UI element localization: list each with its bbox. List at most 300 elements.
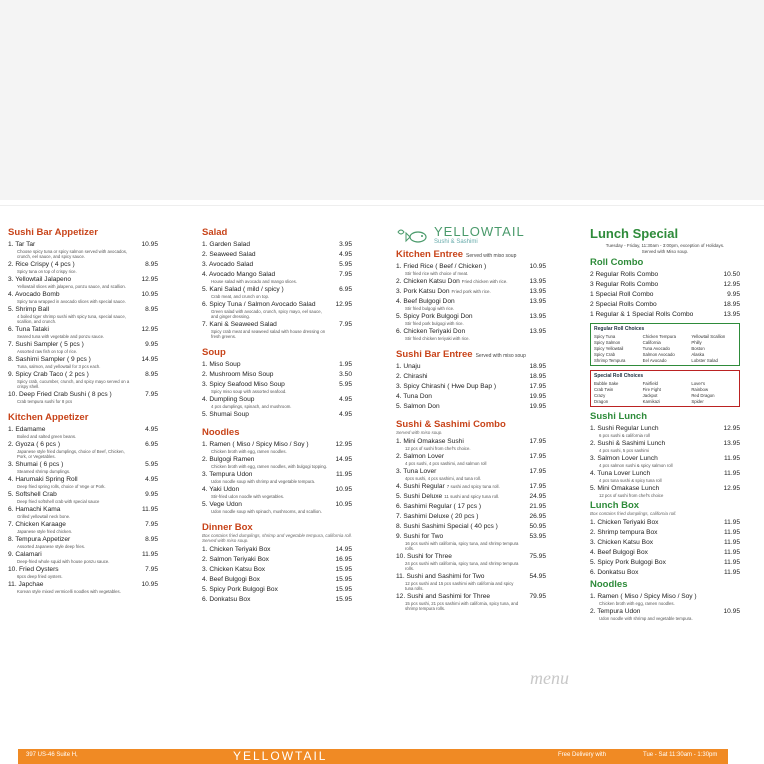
menu-item-description: Stir fried pork bulgogi with rice. (405, 321, 464, 326)
menu-item (396, 373, 546, 381)
menu-item-price: 6.95 (339, 286, 352, 293)
section-title: Kitchen Appetizer (8, 412, 89, 423)
menu-item-name (8, 241, 35, 249)
menu-item-name: 2. Sushi & Sashimi Lunch (590, 440, 666, 447)
menu-item-row (8, 261, 158, 269)
menu-item-name (396, 503, 481, 511)
menu-item-row (590, 569, 740, 577)
menu-item (8, 566, 158, 579)
menu-item-name: 5. Spicy Pork Bulgogi Box (590, 559, 666, 566)
menu-item (396, 503, 546, 511)
section-subtitle: Served with miso soup (475, 353, 526, 359)
menu-item-price: 6.95 (145, 441, 158, 448)
section-subtitle: Served with miso soup (466, 253, 517, 259)
menu-item-name-text: 2. Chirashi (396, 373, 428, 380)
menu-item-name (396, 383, 496, 391)
menu-item-name: 1 Regular & 1 Special Rolls Combo (590, 311, 694, 318)
menu-item-row (590, 529, 740, 537)
menu-item-price: 13.95 (723, 311, 740, 318)
menu-item-row (202, 396, 352, 404)
menu-item (396, 363, 546, 371)
menu-item-description: Deep fried softshell crab with special sauce (17, 499, 100, 504)
menu-item-row (590, 311, 740, 319)
menu-item-row (590, 301, 740, 309)
menu-item-name (202, 501, 242, 509)
menu-item-name (396, 453, 444, 461)
menu-item-description: 4 boiled tiger shrimp sushi with spicy tuna, special sauce, scallion, and crunch. (17, 314, 126, 324)
roll-choice: California (642, 340, 661, 345)
roll-choice: Fire Fight (642, 387, 661, 392)
menu-item (8, 291, 158, 304)
menu-item (590, 549, 740, 557)
menu-item-name (396, 393, 432, 401)
menu-item-price: 7.95 (339, 271, 352, 278)
menu-item-price: 12.95 (723, 281, 740, 288)
menu-item (590, 281, 740, 289)
menu-item-row (202, 381, 352, 389)
menu-item-row (590, 593, 740, 601)
menu-item-price: 75.95 (529, 553, 546, 560)
menu-item-price: 11.95 (723, 539, 740, 546)
roll-choice: Jackpot (642, 393, 658, 398)
menu-item-name (202, 301, 316, 309)
section-title: Sushi Bar Appetizer (8, 227, 98, 238)
menu-item-name-text: 5. Kani Salad ( mild / spicy ) (202, 286, 284, 293)
menu-item-description: Grilled yellowtail neck bone. (17, 514, 71, 519)
menu-item-name-text: 1. Edamame (8, 426, 46, 433)
menu-item-name-text: 2. Rice Crispy ( 4 pcs ) (8, 261, 75, 268)
menu-item-name (396, 533, 443, 541)
menu-item (202, 486, 352, 499)
menu-item-price: 4.95 (339, 251, 352, 258)
menu-item-row (8, 241, 158, 249)
menu-item (8, 551, 158, 564)
menu-item-description: 15 pcs sushi, 21 pcs sashimi with california, spicy tuna, and shrimp tempura rolls. (405, 601, 519, 611)
menu-item (590, 470, 740, 483)
menu-item-price: 4.95 (339, 411, 352, 418)
menu-item (202, 261, 352, 269)
menu-item (590, 425, 740, 438)
menu-item-name: 4. Beef Bulgogi Box (590, 549, 648, 556)
menu-item-name (396, 373, 428, 381)
menu-item-price: 10.95 (141, 291, 158, 298)
menu-item (396, 553, 546, 571)
menu-item-name (8, 476, 78, 484)
menu-item (202, 286, 352, 299)
menu-item-price: 11.95 (723, 470, 740, 477)
menu-column-1 (8, 226, 158, 601)
menu-item-description: 6 pcs sushi & california roll (599, 433, 650, 438)
menu-item (202, 586, 352, 594)
menu-item-name-text: 6. Hamachi Kama (8, 506, 61, 513)
section-note: Served with miso soup. (396, 430, 443, 435)
menu-item-inline-desc: 7 sushi and spicy tuna roll. (446, 484, 500, 489)
menu-item-name-text: 1. Mini Omakase Sushi (396, 438, 464, 445)
menu-item-price: 8.95 (145, 306, 158, 313)
menu-item-row (202, 596, 352, 604)
menu-item-price: 12.95 (335, 441, 352, 448)
menu-item-description: Stir fried bulgogi with rice. (405, 306, 455, 311)
menu-item-name (202, 371, 273, 379)
menu-item-inline-desc: 11 sushi and spicy tuna roll. (444, 494, 500, 499)
section-title: Sushi & Sashimi Combo (396, 419, 506, 430)
menu-item (8, 371, 158, 389)
viewer-background (0, 0, 764, 200)
menu-item-price: 5.95 (145, 461, 158, 468)
menu-item-row (8, 461, 158, 469)
menu-item-row (202, 556, 352, 564)
menu-item (8, 506, 158, 519)
menu-item-description: Boiled and salted green beans. (17, 434, 77, 439)
section-title (396, 249, 546, 260)
menu-item-row (396, 468, 546, 476)
menu-item-name: 2. Shrimp tempura Box (590, 529, 658, 536)
menu-item-description: Udon noodle soup with spinach, mushrooms, and scallion. (211, 509, 322, 514)
menu-item-row (396, 373, 546, 381)
menu-item-price: 15.95 (335, 596, 352, 603)
menu-item-description: Stir-fried udon noodle with vegetables. (211, 494, 285, 499)
menu-item (590, 271, 740, 279)
menu-item-row (8, 551, 158, 559)
menu-item (202, 241, 352, 249)
menu-item-name-text: 3. Pork Katsu Don (396, 288, 450, 295)
regular-roll-choices (590, 323, 740, 366)
menu-item (396, 573, 546, 591)
menu-item-description: Chicken broth with egg, ramen noodles. (599, 601, 675, 606)
menu-item-name-text: 4. Yaki Udon (202, 486, 240, 493)
menu-item (202, 501, 352, 514)
menu-item-name (202, 411, 249, 419)
menu-item (8, 536, 158, 549)
menu-item-name (8, 441, 60, 449)
menu-item-description: House salad with avocado and mango slices. (211, 279, 297, 284)
menu-item-row (202, 261, 352, 269)
menu-item-row (590, 291, 740, 299)
menu-item-row (202, 471, 352, 479)
menu-item (396, 313, 546, 326)
choices-title: Special Roll Choices (594, 373, 644, 379)
menu-item-description: 24 pcs sushi with california, spicy tuna, and shrimp tempura rolls. (405, 561, 519, 571)
menu-item-name (8, 581, 43, 589)
menu-item-name (8, 566, 59, 574)
section-title-text: Sushi Bar Entree (396, 349, 473, 360)
lunch-special-title: Lunch Special (590, 226, 679, 241)
menu-item (202, 411, 352, 419)
menu-item-row (202, 321, 352, 329)
menu-item-name (202, 471, 252, 479)
menu-item-price: 3.95 (339, 241, 352, 248)
menu-item-price: 14.95 (141, 356, 158, 363)
menu-item-name (396, 468, 436, 476)
section-title: Lunch Box (590, 500, 640, 511)
menu-item-name (8, 326, 49, 334)
menu-item (202, 456, 352, 469)
menu-item-name-text: 2. Seaweed Salad (202, 251, 256, 258)
menu-item (8, 521, 158, 534)
menu-item-name-text: 3. Tempura Udon (202, 471, 253, 478)
menu-item-row (8, 441, 158, 449)
menu-item-name (202, 396, 254, 404)
menu-item-description: Spicy crab meat and seaweed salad with house dressing on fresh greens. (211, 329, 326, 339)
menu-item-description: 4 pcs tuna sushi & spicy tuna roll (599, 478, 662, 483)
menu-item-price: 10.95 (335, 501, 352, 508)
menu-item-name-text: 5. Salmon Don (396, 403, 440, 410)
menu-item-row (396, 553, 546, 561)
menu-item (202, 301, 352, 319)
menu-item-name: 1. Sushi Regular Lunch (590, 425, 659, 432)
menu-item-price: 10.50 (723, 271, 740, 278)
menu-item-name-text: 2. Salmon Teriyaki Box (202, 556, 269, 563)
menu-item-price: 8.95 (145, 371, 158, 378)
menu-item (202, 471, 352, 484)
menu-item-name (202, 456, 254, 464)
menu-item (396, 483, 546, 491)
menu-item-row (396, 328, 546, 336)
menu-item-description: Tuna, salmon, and yellowtail for 3 pcs each. (17, 364, 101, 369)
menu-item-name-text: 8. Sushi Sashimi Special ( 40 pcs ) (396, 523, 498, 530)
menu-item-row (8, 371, 158, 379)
menu-item (590, 485, 740, 498)
roll-choice: Crazy (594, 393, 606, 398)
choices-grid (594, 381, 736, 404)
menu-item-row (590, 271, 740, 279)
roll-choice: Eel Avocado (642, 358, 667, 363)
menu-item-row (396, 573, 546, 581)
menu-item-price: 13.95 (529, 288, 546, 295)
section-title: Dinner Box (202, 522, 253, 533)
menu-item-name (202, 486, 239, 494)
menu-item-name: 1. Chicken Teriyaki Box (590, 519, 659, 526)
menu-item-name: 2 Special Rolls Combo (590, 301, 657, 308)
menu-item-price: 7.95 (339, 321, 352, 328)
menu-item-price: 18.95 (529, 373, 546, 380)
roll-choice: Alaska (691, 352, 705, 357)
menu-item (8, 426, 158, 439)
menu-item-name-text: 2. Chicken Katsu Don (396, 278, 460, 285)
menu-item (396, 438, 546, 451)
menu-item-name (8, 341, 84, 349)
menu-item (202, 566, 352, 574)
menu-item-name (202, 381, 285, 389)
menu-item-name-text: 1. Garden Salad (202, 241, 251, 248)
menu-item-row (396, 503, 546, 511)
menu-item-row (8, 491, 158, 499)
menu-item-row (590, 455, 740, 463)
roll-choice: Tuna Avocado (642, 346, 670, 351)
menu-item-row (8, 581, 158, 589)
menu-item-name-text: 3. Yellowtail Jalapeno (8, 276, 72, 283)
menu-item-price: 13.95 (529, 278, 546, 285)
menu-item (590, 519, 740, 527)
menu-item-name (202, 286, 284, 294)
menu-item (590, 608, 740, 621)
menu-item-description: Yellowtail slices with jalapeno, ponzu sauce, and scallion. (17, 284, 126, 289)
menu-item-description: 12 pcs of sushi from chef's choice (599, 493, 664, 498)
menu-item-name-text: 9. Sushi for Two (396, 533, 444, 540)
menu-item-description: Korean style mixed vermicelli noodles with vegetables. (17, 589, 121, 594)
menu-item-row (396, 513, 546, 521)
menu-item-name-text: 10. Fried Oysters (8, 566, 59, 573)
menu-item (396, 263, 546, 276)
roll-choice: Philly (691, 340, 702, 345)
menu-item-name: 3. Chicken Katsu Box (590, 539, 654, 546)
footer-brand: YELLOWTAIL (233, 749, 328, 763)
menu-item (396, 393, 546, 401)
menu-item-description: Stir fried chicken teriyaki with rice. (405, 336, 470, 341)
menu-item (8, 391, 158, 404)
menu-item-name (396, 523, 498, 531)
menu-item-name (396, 438, 464, 446)
menu-item-row (202, 361, 352, 369)
menu-item (202, 251, 352, 259)
menu-item-description: Deep fried spring rolls, choice of Vege or Pork. (17, 484, 106, 489)
menu-item-name (202, 321, 277, 329)
menu-item-price: 9.95 (727, 291, 740, 298)
menu-item-name-text: 3. Avocado Salad (202, 261, 254, 268)
menu-item-price: 16.95 (335, 556, 352, 563)
menu-item-description: Assorted Japanese style deep fries. (17, 544, 86, 549)
menu-item-name (8, 261, 75, 269)
fish-logo-icon (396, 226, 430, 244)
menu-item-row (202, 456, 352, 464)
menu-item-row (396, 288, 546, 296)
menu-item-name: 3. Salmon Lover Lunch (590, 455, 658, 462)
menu-item-description: Japanese style fried dumplings, choice of Beef, Chicken, Pork, or Vegetables. (17, 449, 125, 459)
menu-item-name (396, 263, 486, 271)
menu-item-name-text: 3. Shumai ( 6 pcs ) (8, 461, 64, 468)
section-title: Soup (202, 347, 226, 358)
roll-choice: Chicken Tempura (642, 334, 677, 339)
menu-item-name: 1. Ramen ( Miso / Spicy Miso / Soy ) (590, 593, 697, 600)
roll-choice: Spicy Yellowtail (594, 346, 624, 351)
menu-column-2 (202, 226, 352, 611)
menu-item-price: 12.95 (335, 301, 352, 308)
menu-item-name-text: 2. Bulgogi Ramen (202, 456, 255, 463)
menu-item-row (8, 391, 158, 399)
menu-item (396, 278, 546, 286)
menu-item-name (396, 483, 500, 491)
roll-choice: Kamikazi (642, 399, 661, 404)
menu-item-row (202, 486, 352, 494)
menu-item-name (202, 251, 256, 259)
menu-item (202, 596, 352, 604)
menu-item-description: 4pcs sushi, 4 pcs sashimi, and tuna roll. (405, 476, 481, 481)
menu-item-price: 24.95 (529, 493, 546, 500)
menu-item (202, 396, 352, 409)
roll-choice: Spider (691, 399, 704, 404)
menu-item-name (8, 306, 49, 314)
menu-item-price: 17.95 (529, 483, 546, 490)
menu-item-description: Steamed shrimp dumplings. (17, 469, 71, 474)
menu-item-name-text: 4. Tuna Don (396, 393, 432, 400)
roll-choice: Spicy Salmon (594, 340, 621, 345)
menu-item-row (8, 306, 158, 314)
menu-item (396, 468, 546, 481)
section-title: Noodles (590, 579, 628, 590)
menu-item-price: 11.95 (141, 506, 158, 513)
menu-item-description: 16 pcs sushi with california, spicy tuna, and shrimp tempura rolls. (405, 541, 519, 551)
menu-item-row (396, 493, 546, 501)
menu-item (8, 476, 158, 489)
menu-item (396, 328, 546, 341)
lunch-hours-note: Served with Miso soup. (641, 248, 689, 254)
menu-item-description: Chicken broth with egg, ramen noodles, with bulgogi topping. (211, 464, 328, 469)
menu-item (396, 288, 546, 296)
menu-item-row (396, 403, 546, 411)
menu-item-description: 12 pcs of sushi from chef's choice. (405, 446, 471, 451)
menu-item-description: 6pcs deep fried oysters. (17, 574, 63, 579)
menu-item-name-text: 10. Deep Fried Crab Sushi ( 8 pcs ) (8, 391, 112, 398)
menu-item (8, 276, 158, 289)
menu-item-description: Udon noodle with shrimp and vegetable tempura. (599, 616, 693, 621)
menu-item-price: 9.95 (145, 341, 158, 348)
menu-item-price: 12.95 (723, 425, 740, 432)
menu-item-name-text: 11. Japchae (8, 581, 44, 588)
footer-hours: Tue - Sat 11:30am - 1:30pm (643, 752, 718, 758)
menu-item-name: 3 Regular Rolls Combo (590, 281, 659, 288)
menu-item (396, 493, 546, 501)
menu-item-row (590, 549, 740, 557)
menu-item-price: 53.95 (529, 533, 546, 540)
menu-item-row (8, 356, 158, 364)
menu-item-description: Japanese style fried chicken. (17, 529, 73, 534)
menu-item (590, 301, 740, 309)
menu-item (202, 321, 352, 339)
menu-item-name-text: 4. Avocado Bomb (8, 291, 60, 298)
menu-item (396, 513, 546, 521)
menu-item-row (8, 566, 158, 574)
menu-item-price: 13.95 (529, 298, 546, 305)
menu-item-row (8, 291, 158, 299)
menu-item-name-text: 9. Spicy Crab Taco ( 2 pcs ) (8, 371, 89, 378)
choices-grid (594, 334, 736, 363)
menu-item (202, 271, 352, 284)
menu-item-name-text: 3. Chicken Katsu Box (202, 566, 266, 573)
menu-item-row (202, 301, 352, 309)
menu-item-name (202, 361, 240, 369)
menu-item-name-text: 3. Spicy Chirashi ( Hwe Dup Bap ) (396, 383, 497, 390)
menu-column-3 (396, 224, 546, 618)
menu-item-name (202, 271, 275, 279)
section-title: Salad (202, 227, 228, 238)
roll-choice: Fairfield (642, 381, 658, 386)
menu-item-name (396, 593, 490, 601)
menu-item (396, 593, 546, 611)
menu-item-name (202, 546, 270, 554)
menu-item-price: 14.95 (335, 546, 352, 553)
restaurant-logo (396, 224, 546, 245)
roll-choice: Salmon Avocado (642, 352, 675, 357)
menu-item-price: 11.95 (335, 471, 352, 478)
menu-item-price: 19.95 (529, 403, 546, 410)
menu-item (396, 298, 546, 311)
section-title: Sushi Lunch (590, 411, 647, 422)
menu-item-row (396, 523, 546, 531)
roll-choice: Spicy Tuna (594, 334, 616, 339)
menu-item (590, 559, 740, 567)
menu-item (396, 523, 546, 531)
menu-item-name-text: 4. Beef Bulgogi Don (396, 298, 455, 305)
roll-choice: Spicy Crab (594, 352, 616, 357)
menu-item-name (202, 576, 260, 584)
menu-item-description: Spicy tuna wrapped in avocado slices with special sauce. (17, 299, 126, 304)
menu-item-name: 2. Tempura Udon (590, 608, 641, 615)
menu-item-row (590, 559, 740, 567)
menu-item-price: 4.95 (339, 396, 352, 403)
menu-item (8, 341, 158, 354)
menu-item-row (396, 483, 546, 491)
menu-item-name: 6. Donkatsu Box (590, 569, 639, 576)
